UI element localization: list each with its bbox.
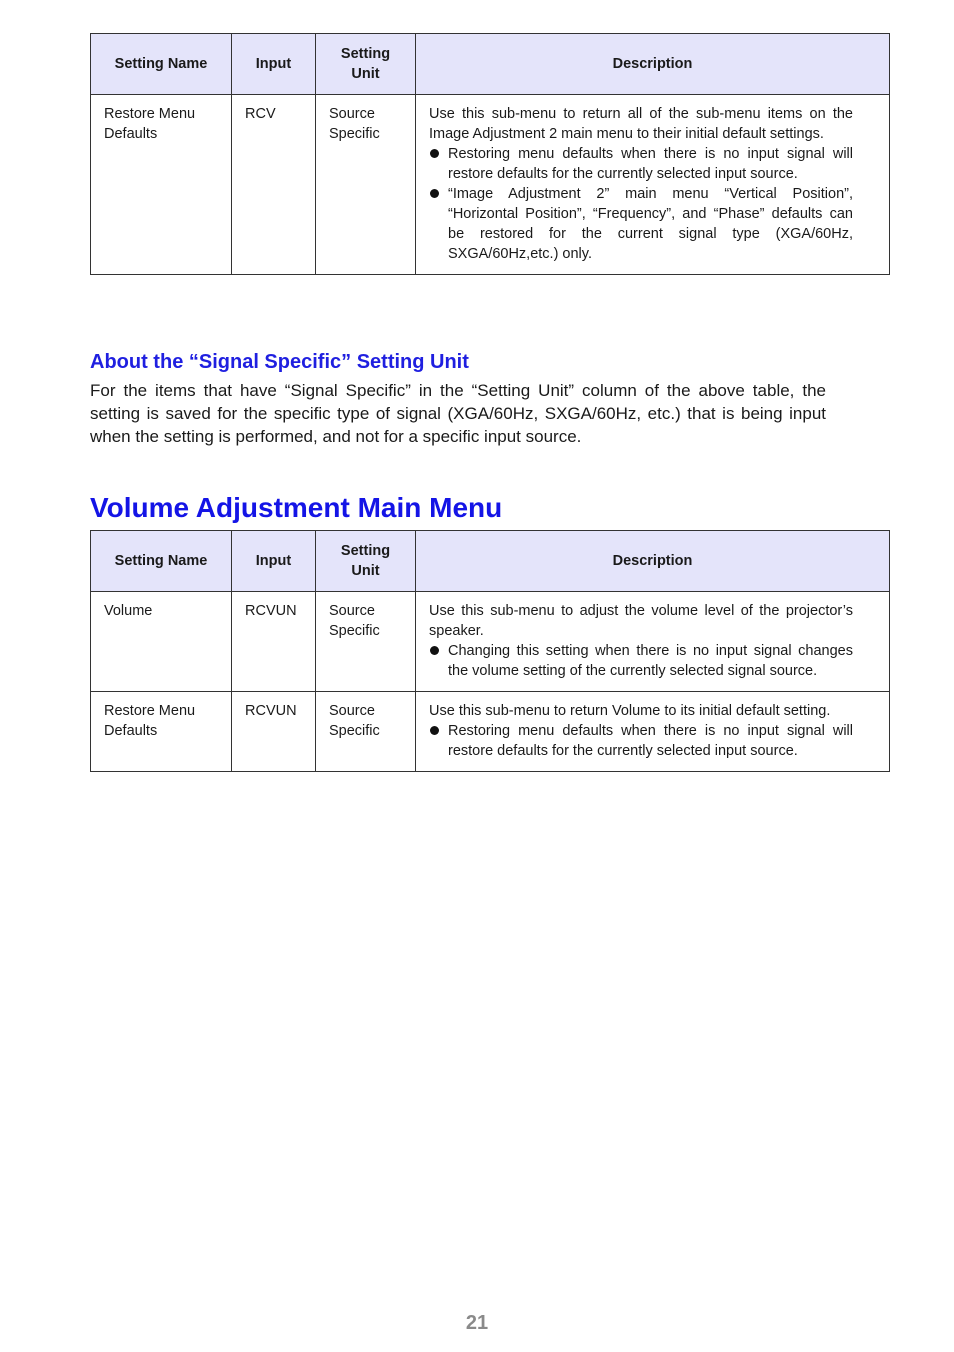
- signal-specific-paragraph: For the items that have “Signal Specific” in the “Setting Unit” column of the above table, the setting is saved for the specific type of signal (XGA/60Hz, SXGA/60Hz, etc.) that is being input when the setting is performed, and not for a specific input source.: [90, 381, 826, 446]
- cell-description: [416, 95, 890, 275]
- table-row: [91, 692, 890, 772]
- setting-name-text: Restore Menu Defaults: [104, 703, 196, 739]
- description-text: Use this sub-menu to return all of the sub-menu items on the Image Adjustment 2 main menu to their initial default settings.: [429, 106, 853, 142]
- header-setting-unit-label: Setting Unit: [340, 46, 391, 82]
- header-input: Input: [232, 531, 316, 592]
- header-setting-unit: [316, 34, 416, 95]
- description-text: Use this sub-menu to adjust the volume level of the projector’s speaker.: [429, 603, 853, 639]
- header-description: Description: [416, 34, 890, 95]
- cell-description: [416, 692, 890, 772]
- cell-setting-name: [91, 95, 232, 275]
- bullet-item: Changing this setting when there is no input signal changes the volume setting of the currently selected signal source.: [429, 641, 853, 681]
- setting-name-text: Restore Menu Defaults: [104, 106, 196, 142]
- cell-setting-unit: [316, 95, 416, 275]
- cell-input: RCV: [232, 95, 316, 275]
- header-description: Description: [416, 531, 890, 592]
- cell-input: RCVUN: [232, 592, 316, 692]
- bullet-item: Restoring menu defaults when there is no input signal will restore defaults for the currently selected input source.: [429, 144, 853, 184]
- setting-unit-text: Source Specific: [329, 703, 380, 739]
- table-header-row: [91, 34, 890, 95]
- header-setting-name: Setting Name: [91, 531, 232, 592]
- image-adjustment-table: [90, 33, 890, 275]
- setting-unit-text: Source Specific: [329, 106, 380, 142]
- table-row: [91, 95, 890, 275]
- table-header-row: [91, 531, 890, 592]
- cell-setting-name: Volume: [91, 592, 232, 692]
- header-setting-unit: [316, 531, 416, 592]
- description-bullets: [429, 721, 853, 761]
- header-setting-name: Setting Name: [91, 34, 232, 95]
- description-text: Use this sub-menu to return Volume to its initial default setting.: [429, 703, 831, 719]
- cell-setting-name: [91, 692, 232, 772]
- bullet-item: “Image Adjustment 2” main menu “Vertical Position”, “Horizontal Position”, “Frequency”, and “Phase” defaults can be restored for the current signal type (XGA/60Hz, SXGA/60Hz,etc.) only.: [429, 184, 853, 264]
- description-bullets: [429, 144, 853, 264]
- signal-specific-heading: About the “Signal Specific” Setting Unit: [90, 351, 469, 373]
- header-setting-unit-label: Setting Unit: [340, 543, 391, 579]
- bullet-item: Restoring menu defaults when there is no input signal will restore defaults for the currently selected input source.: [429, 721, 853, 761]
- description-bullets: [429, 641, 853, 681]
- setting-unit-text: Source Specific: [329, 603, 380, 639]
- header-input: Input: [232, 34, 316, 95]
- table-row: [91, 592, 890, 692]
- volume-adjustment-table: [90, 530, 890, 772]
- volume-section-title: Volume Adjustment Main Menu: [90, 492, 503, 523]
- cell-setting-unit: [316, 592, 416, 692]
- cell-description: [416, 592, 890, 692]
- cell-setting-unit: [316, 692, 416, 772]
- page-number: 21: [465, 1312, 489, 1334]
- cell-input: RCVUN: [232, 692, 316, 772]
